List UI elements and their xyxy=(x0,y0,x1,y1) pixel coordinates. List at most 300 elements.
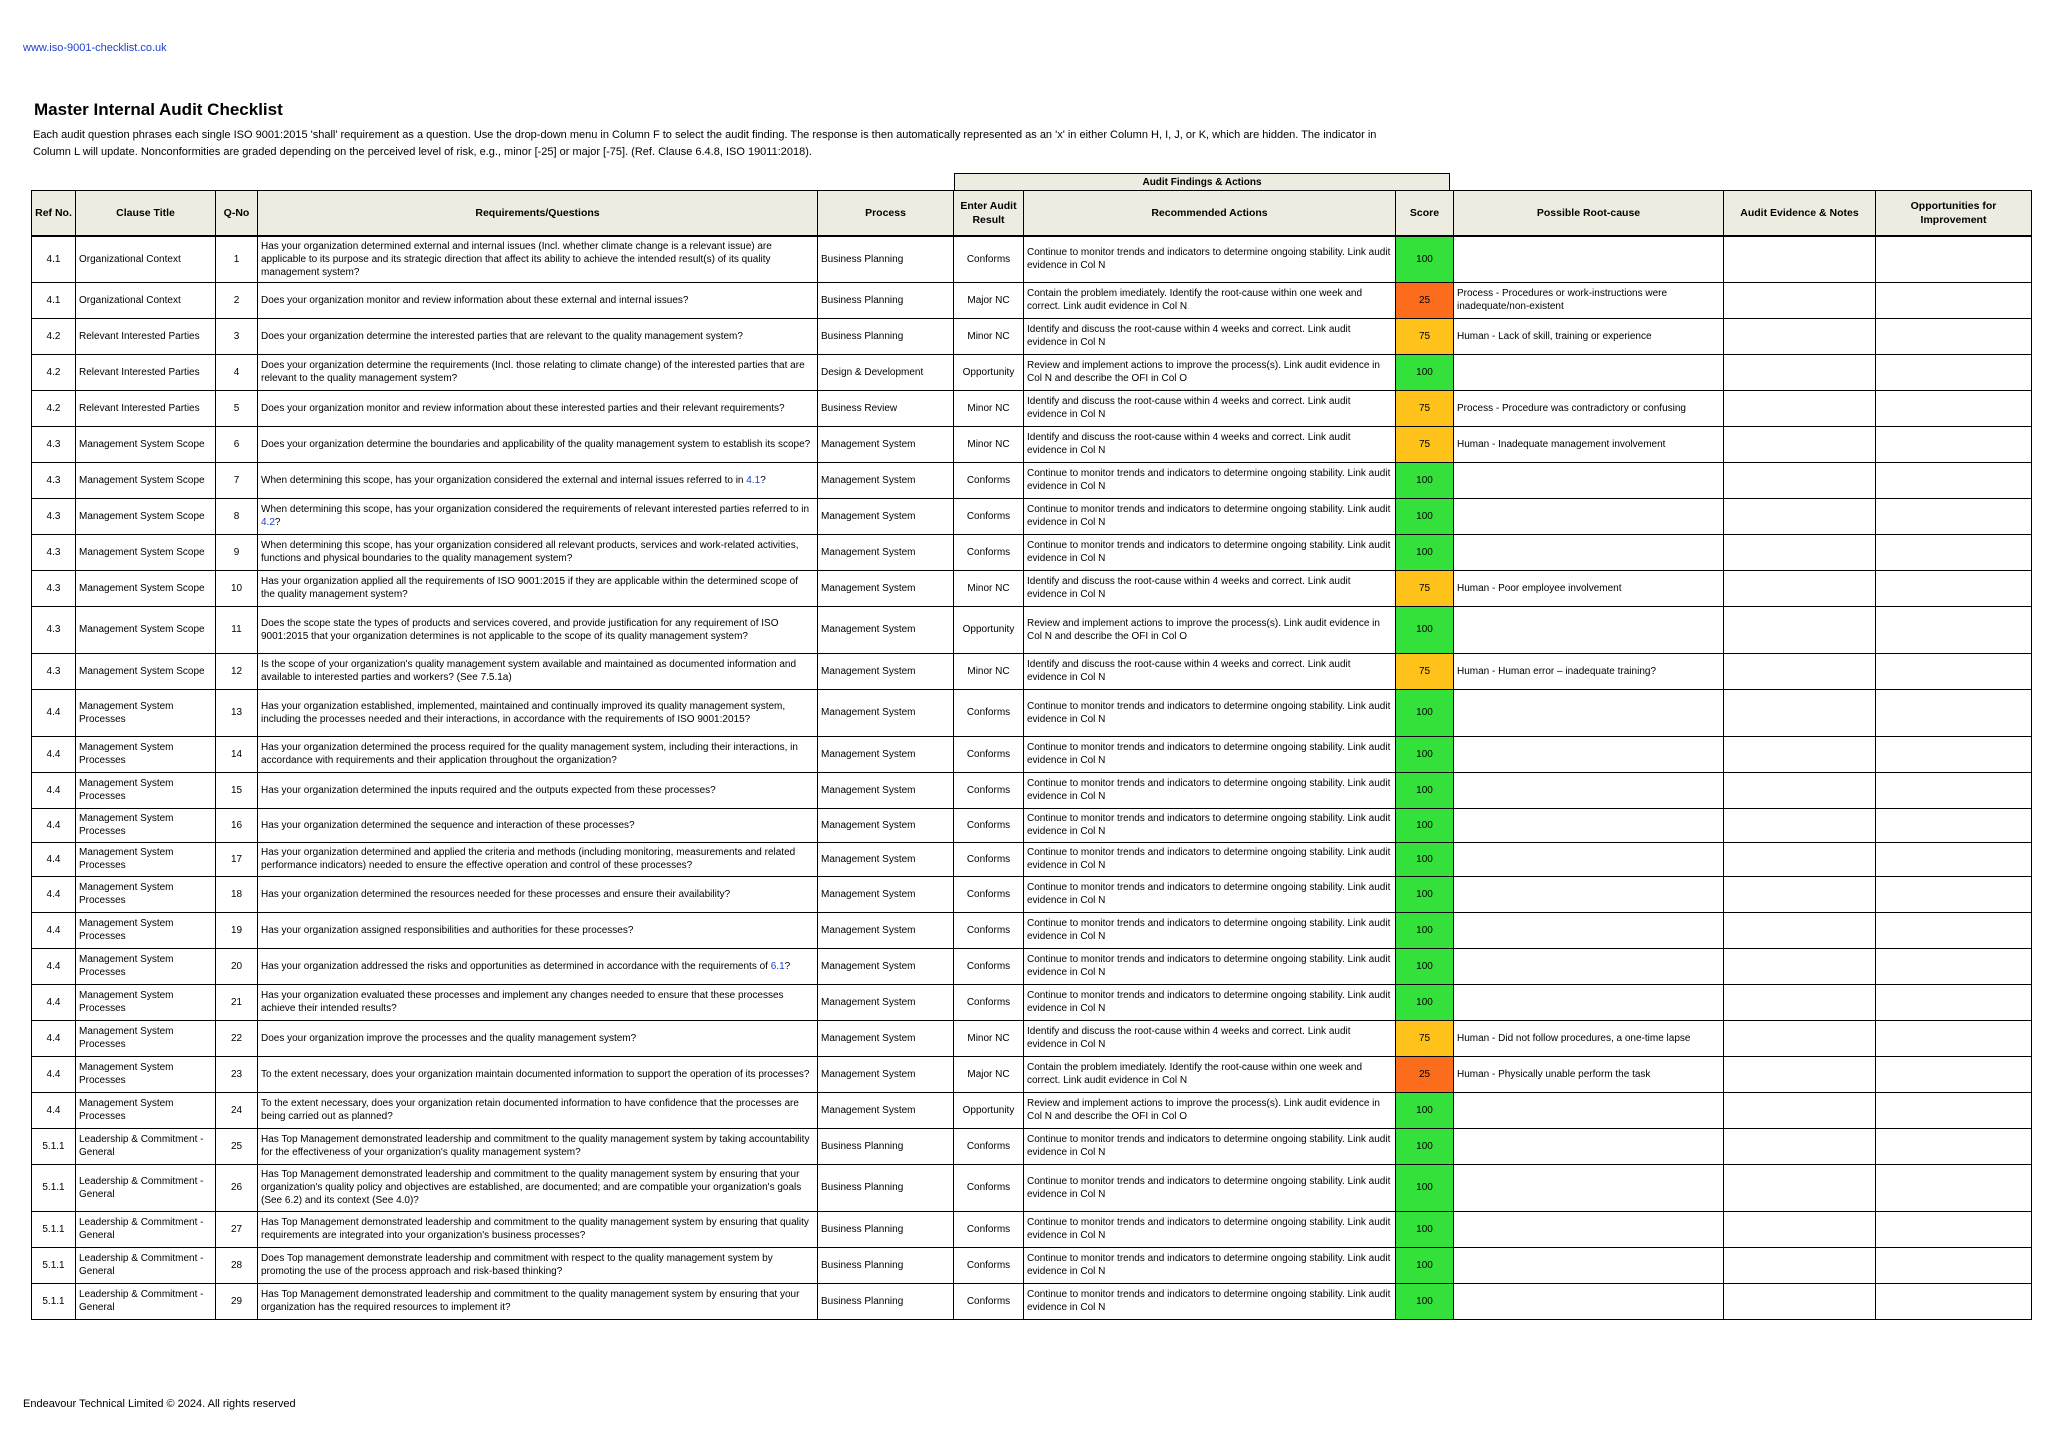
cell-ref-no: 4.4 xyxy=(32,689,76,736)
cell-score: 75 xyxy=(1396,318,1454,354)
question-text: Has your organization determined the inputs required and the outputs expected from these processes? xyxy=(261,784,716,796)
table-row xyxy=(32,426,2032,462)
cell-opportunities[interactable] xyxy=(1876,354,2032,390)
cell-opportunities[interactable] xyxy=(1876,1211,2032,1247)
cell-root-cause[interactable]: Human - Human error – inadequate training? xyxy=(1454,653,1724,689)
cell-evidence-notes[interactable] xyxy=(1724,1056,1876,1092)
cell-q-no: 3 xyxy=(216,318,258,354)
cell-clause-title: Management System Scope xyxy=(76,653,216,689)
cell-evidence-notes[interactable] xyxy=(1724,984,1876,1020)
cell-recommended-action: Continue to monitor trends and indicators to determine ongoing stability. Link audit evidence in Col N xyxy=(1024,736,1396,772)
cell-q-no: 20 xyxy=(216,948,258,984)
cell-opportunities[interactable] xyxy=(1876,282,2032,318)
cell-process: Management System xyxy=(818,948,954,984)
table-row xyxy=(32,689,2032,736)
question-text: Does your organization determine the requirements (Incl. those relating to climate change) of the interested parties that are relevant to the quality management system? xyxy=(261,360,805,384)
cell-evidence-notes[interactable] xyxy=(1724,653,1876,689)
cell-audit-result-dropdown[interactable]: Conforms xyxy=(954,842,1024,876)
table-row xyxy=(32,282,2032,318)
cell-q-no: 23 xyxy=(216,1056,258,1092)
cell-q-no: 22 xyxy=(216,1020,258,1056)
cell-opportunities[interactable] xyxy=(1876,772,2032,808)
cell-question xyxy=(258,1092,818,1128)
table-row xyxy=(32,842,2032,876)
cell-score: 100 xyxy=(1396,1164,1454,1211)
cell-question xyxy=(258,912,818,948)
table-row xyxy=(32,1128,2032,1164)
table-row xyxy=(32,1247,2032,1283)
cell-recommended-action: Review and implement actions to improve the process(s). Link audit evidence in Col N and describe the OFI in Col O xyxy=(1024,354,1396,390)
cell-question xyxy=(258,1283,818,1319)
cell-clause-title: Relevant Interested Parties xyxy=(76,318,216,354)
cell-ref-no: 4.3 xyxy=(32,462,76,498)
question-text: Is the scope of your organization's quality management system available and maintained as documented information and available to interested parties and workers? (See 7.5.1a) xyxy=(261,659,796,683)
page-title: Master Internal Audit Checklist xyxy=(34,100,283,119)
cell-evidence-notes[interactable] xyxy=(1724,236,1876,282)
cell-root-cause[interactable] xyxy=(1454,984,1724,1020)
cell-clause-title: Relevant Interested Parties xyxy=(76,354,216,390)
cell-evidence-notes[interactable] xyxy=(1724,689,1876,736)
cell-clause-title: Management System Processes xyxy=(76,876,216,912)
cell-audit-result-dropdown[interactable]: Conforms xyxy=(954,534,1024,570)
question-text: Has your organization established, implemented, maintained and continually improved its quality management system, including the processes needed and their interactions, in accordance with the requirements of ISO 9001:2015? xyxy=(261,700,786,725)
cell-score: 75 xyxy=(1396,426,1454,462)
cell-evidence-notes[interactable] xyxy=(1724,842,1876,876)
cell-opportunities[interactable] xyxy=(1876,1164,2032,1211)
cell-recommended-action: Continue to monitor trends and indicators to determine ongoing stability. Link audit evidence in Col N xyxy=(1024,876,1396,912)
cell-audit-result-dropdown[interactable]: Conforms xyxy=(954,236,1024,282)
question-text: Does Top management demonstrate leadership and commitment with respect to the quality management system by promoting the use of the process approach and risk-based thinking? xyxy=(261,1253,773,1277)
question-text: Has your organization determined and applied the criteria and methods (including monitoring, measurements and related performance indicators) needed to ensure the effective operation and control of these processes? xyxy=(261,847,796,871)
cell-opportunities[interactable] xyxy=(1876,1247,2032,1283)
cell-q-no: 21 xyxy=(216,984,258,1020)
cell-audit-result-dropdown[interactable]: Conforms xyxy=(954,1128,1024,1164)
cell-process: Management System xyxy=(818,1020,954,1056)
cell-root-cause[interactable] xyxy=(1454,689,1724,736)
cell-opportunities[interactable] xyxy=(1876,570,2032,606)
cell-question xyxy=(258,689,818,736)
col-opportunities: Opportunities for Improvement xyxy=(1876,191,2032,237)
cell-q-no: 25 xyxy=(216,1128,258,1164)
cell-evidence-notes[interactable] xyxy=(1724,570,1876,606)
cell-process: Business Planning xyxy=(818,1247,954,1283)
cell-q-no: 19 xyxy=(216,912,258,948)
cell-opportunities[interactable] xyxy=(1876,912,2032,948)
cell-audit-result-dropdown[interactable]: Conforms xyxy=(954,948,1024,984)
question-text: Has your organization evaluated these processes and implement any changes needed to ensure that these processes achieve their intended results? xyxy=(261,990,784,1014)
question-text: Does your organization monitor and review information about these external and internal issues? xyxy=(261,294,689,306)
cell-process: Management System xyxy=(818,606,954,653)
cell-root-cause[interactable] xyxy=(1454,842,1724,876)
cell-audit-result-dropdown[interactable]: Conforms xyxy=(954,772,1024,808)
cell-score: 75 xyxy=(1396,653,1454,689)
col-score: Score xyxy=(1396,191,1454,237)
cell-question xyxy=(258,390,818,426)
cell-q-no: 15 xyxy=(216,772,258,808)
cell-clause-title: Management System Processes xyxy=(76,842,216,876)
table-row xyxy=(32,534,2032,570)
cell-root-cause[interactable] xyxy=(1454,736,1724,772)
audit-checklist-table xyxy=(31,190,2032,1320)
cell-evidence-notes[interactable] xyxy=(1724,534,1876,570)
cell-process: Business Planning xyxy=(818,1211,954,1247)
cell-root-cause[interactable] xyxy=(1454,236,1724,282)
cell-question xyxy=(258,876,818,912)
cell-q-no: 24 xyxy=(216,1092,258,1128)
cell-opportunities[interactable] xyxy=(1876,236,2032,282)
cell-process: Management System xyxy=(818,498,954,534)
cell-question xyxy=(258,808,818,842)
cell-score: 100 xyxy=(1396,462,1454,498)
cell-question xyxy=(258,462,818,498)
cell-opportunities[interactable] xyxy=(1876,842,2032,876)
header-row xyxy=(32,191,2032,237)
cell-q-no: 29 xyxy=(216,1283,258,1319)
cell-clause-title: Management System Processes xyxy=(76,1020,216,1056)
cell-audit-result-dropdown[interactable]: Opportunity xyxy=(954,354,1024,390)
cell-q-no: 6 xyxy=(216,426,258,462)
cell-ref-no: 4.4 xyxy=(32,808,76,842)
cell-clause-title: Management System Processes xyxy=(76,984,216,1020)
cell-root-cause[interactable] xyxy=(1454,1092,1724,1128)
cell-ref-no: 4.1 xyxy=(32,236,76,282)
cell-opportunities[interactable] xyxy=(1876,1283,2032,1319)
cell-audit-result-dropdown[interactable]: Minor NC xyxy=(954,390,1024,426)
cell-opportunities[interactable] xyxy=(1876,498,2032,534)
question-text: Does the scope state the types of products and services covered, and provide justification for any requirement of ISO 9001:2015 that your organization determines is not applicable to the scope of its quality management system? xyxy=(261,617,779,642)
cell-process: Business Planning xyxy=(818,236,954,282)
cell-process: Business Planning xyxy=(818,282,954,318)
cell-audit-result-dropdown[interactable]: Conforms xyxy=(954,462,1024,498)
cell-audit-result-dropdown[interactable]: Opportunity xyxy=(954,1092,1024,1128)
question-text: Has Top Management demonstrated leadership and commitment to the quality management system by taking accountability for the effectiveness of your organization's quality management system? xyxy=(261,1134,810,1158)
cell-question xyxy=(258,570,818,606)
cell-opportunities[interactable] xyxy=(1876,534,2032,570)
cell-clause-title: Management System Scope xyxy=(76,462,216,498)
cell-ref-no: 4.4 xyxy=(32,842,76,876)
cell-audit-result-dropdown[interactable]: Conforms xyxy=(954,736,1024,772)
cell-audit-result-dropdown[interactable]: Minor NC xyxy=(954,318,1024,354)
cell-question xyxy=(258,318,818,354)
cell-process: Business Planning xyxy=(818,1164,954,1211)
cell-ref-no: 4.4 xyxy=(32,1092,76,1128)
cell-clause-title: Management System Scope xyxy=(76,570,216,606)
cell-clause-title: Management System Scope xyxy=(76,606,216,653)
cell-process: Business Review xyxy=(818,390,954,426)
question-text: Has your organization assigned responsibilities and authorities for these processes? xyxy=(261,924,634,936)
cell-evidence-notes[interactable] xyxy=(1724,1283,1876,1319)
clause-reference-link[interactable]: 4.2 xyxy=(261,517,275,528)
cell-question xyxy=(258,606,818,653)
table-row xyxy=(32,570,2032,606)
table-row xyxy=(32,606,2032,653)
cell-opportunities[interactable] xyxy=(1876,808,2032,842)
cell-score: 100 xyxy=(1396,1247,1454,1283)
cell-root-cause[interactable] xyxy=(1454,1283,1724,1319)
cell-score: 100 xyxy=(1396,498,1454,534)
question-text: Does your organization determine the interested parties that are relevant to the quality management system? xyxy=(261,330,743,342)
cell-ref-no: 4.3 xyxy=(32,498,76,534)
cell-opportunities[interactable] xyxy=(1876,318,2032,354)
cell-score: 100 xyxy=(1396,772,1454,808)
cell-opportunities[interactable] xyxy=(1876,462,2032,498)
cell-clause-title: Management System Processes xyxy=(76,772,216,808)
table-row xyxy=(32,462,2032,498)
cell-score: 100 xyxy=(1396,1283,1454,1319)
cell-process: Design & Development xyxy=(818,354,954,390)
cell-recommended-action: Continue to monitor trends and indicators to determine ongoing stability. Link audit evidence in Col N xyxy=(1024,534,1396,570)
cell-recommended-action: Identify and discuss the root-cause within 4 weeks and correct. Link audit evidence in Col N xyxy=(1024,1020,1396,1056)
cell-score: 100 xyxy=(1396,534,1454,570)
cell-score: 75 xyxy=(1396,1020,1454,1056)
cell-recommended-action: Continue to monitor trends and indicators to determine ongoing stability. Link audit evidence in Col N xyxy=(1024,948,1396,984)
cell-process: Management System xyxy=(818,426,954,462)
cell-ref-no: 4.2 xyxy=(32,318,76,354)
cell-audit-result-dropdown[interactable]: Major NC xyxy=(954,282,1024,318)
cell-evidence-notes[interactable] xyxy=(1724,912,1876,948)
cell-opportunities[interactable] xyxy=(1876,984,2032,1020)
cell-ref-no: 4.3 xyxy=(32,606,76,653)
cell-q-no: 4 xyxy=(216,354,258,390)
cell-root-cause[interactable]: Human - Poor employee involvement xyxy=(1454,570,1724,606)
cell-score: 100 xyxy=(1396,606,1454,653)
cell-q-no: 9 xyxy=(216,534,258,570)
cell-ref-no: 4.4 xyxy=(32,876,76,912)
question-text: Has your organization determined external and internal issues (Incl. whether climate change is a relevant issue) are applicable to its purpose and its strategic direction that affect its ability to achieve the intended result(s) of its quality management system? xyxy=(261,240,772,278)
cell-recommended-action: Continue to monitor trends and indicators to determine ongoing stability. Link audit evidence in Col N xyxy=(1024,842,1396,876)
cell-audit-result-dropdown[interactable]: Conforms xyxy=(954,876,1024,912)
cell-root-cause[interactable] xyxy=(1454,1211,1724,1247)
cell-evidence-notes[interactable] xyxy=(1724,1128,1876,1164)
cell-question xyxy=(258,282,818,318)
cell-opportunities[interactable] xyxy=(1876,689,2032,736)
cell-audit-result-dropdown[interactable]: Minor NC xyxy=(954,426,1024,462)
cell-recommended-action: Continue to monitor trends and indicators to determine ongoing stability. Link audit evidence in Col N xyxy=(1024,1211,1396,1247)
cell-q-no: 14 xyxy=(216,736,258,772)
cell-root-cause[interactable] xyxy=(1454,876,1724,912)
cell-evidence-notes[interactable] xyxy=(1724,948,1876,984)
cell-root-cause[interactable] xyxy=(1454,462,1724,498)
cell-root-cause[interactable]: Human - Lack of skill, training or experience xyxy=(1454,318,1724,354)
cell-root-cause[interactable]: Process - Procedure was contradictory or confusing xyxy=(1454,390,1724,426)
col-process: Process xyxy=(818,191,954,237)
cell-clause-title: Management System Processes xyxy=(76,689,216,736)
cell-opportunities[interactable] xyxy=(1876,1128,2032,1164)
cell-recommended-action: Continue to monitor trends and indicators to determine ongoing stability. Link audit evidence in Col N xyxy=(1024,689,1396,736)
cell-root-cause[interactable] xyxy=(1454,1247,1724,1283)
cell-audit-result-dropdown[interactable]: Conforms xyxy=(954,808,1024,842)
cell-evidence-notes[interactable] xyxy=(1724,1092,1876,1128)
cell-score: 100 xyxy=(1396,736,1454,772)
cell-recommended-action: Review and implement actions to improve the process(s). Link audit evidence in Col N and describe the OFI in Col O xyxy=(1024,1092,1396,1128)
cell-audit-result-dropdown[interactable]: Major NC xyxy=(954,1056,1024,1092)
cell-root-cause[interactable]: Human - Physically unable perform the task xyxy=(1454,1056,1724,1092)
cell-evidence-notes[interactable] xyxy=(1724,426,1876,462)
cell-ref-no: 4.4 xyxy=(32,736,76,772)
cell-process: Management System xyxy=(818,653,954,689)
table-row xyxy=(32,354,2032,390)
cell-evidence-notes[interactable] xyxy=(1724,462,1876,498)
cell-audit-result-dropdown[interactable]: Conforms xyxy=(954,984,1024,1020)
cell-score: 100 xyxy=(1396,1092,1454,1128)
cell-evidence-notes[interactable] xyxy=(1724,282,1876,318)
cell-recommended-action: Continue to monitor trends and indicators to determine ongoing stability. Link audit evidence in Col N xyxy=(1024,498,1396,534)
cell-opportunities[interactable] xyxy=(1876,948,2032,984)
cell-evidence-notes[interactable] xyxy=(1724,318,1876,354)
question-text: Does your organization determine the boundaries and applicability of the quality management system to establish its scope? xyxy=(261,438,811,450)
table-row xyxy=(32,1283,2032,1319)
cell-opportunities[interactable] xyxy=(1876,1056,2032,1092)
cell-recommended-action: Continue to monitor trends and indicators to determine ongoing stability. Link audit evidence in Col N xyxy=(1024,1283,1396,1319)
cell-audit-result-dropdown[interactable]: Conforms xyxy=(954,498,1024,534)
cell-audit-result-dropdown[interactable]: Minor NC xyxy=(954,570,1024,606)
cell-opportunities[interactable] xyxy=(1876,876,2032,912)
cell-process: Management System xyxy=(818,772,954,808)
clause-reference-link[interactable]: 4.1 xyxy=(746,474,761,486)
cell-q-no: 2 xyxy=(216,282,258,318)
cell-ref-no: 4.4 xyxy=(32,1056,76,1092)
cell-process: Management System xyxy=(818,984,954,1020)
cell-root-cause[interactable] xyxy=(1454,808,1724,842)
cell-question xyxy=(258,354,818,390)
cell-q-no: 16 xyxy=(216,808,258,842)
cell-clause-title: Management System Scope xyxy=(76,534,216,570)
col-recommended-actions: Recommended Actions xyxy=(1024,191,1396,237)
cell-q-no: 8 xyxy=(216,498,258,534)
cell-root-cause[interactable] xyxy=(1454,534,1724,570)
col-audit-result: Enter Audit Result xyxy=(954,191,1024,237)
cell-score: 25 xyxy=(1396,1056,1454,1092)
cell-recommended-action: Contain the problem imediately. Identify the root-cause within one week and correct. Link audit evidence in Col N xyxy=(1024,282,1396,318)
cell-root-cause[interactable] xyxy=(1454,354,1724,390)
cell-audit-result-dropdown[interactable]: Minor NC xyxy=(954,1020,1024,1056)
cell-opportunities[interactable] xyxy=(1876,736,2032,772)
cell-question xyxy=(258,1020,818,1056)
cell-evidence-notes[interactable] xyxy=(1724,354,1876,390)
website-link[interactable]: www.iso-9001-checklist.co.uk xyxy=(23,42,167,54)
cell-recommended-action: Review and implement actions to improve the process(s). Link audit evidence in Col N and describe the OFI in Col O xyxy=(1024,606,1396,653)
clause-reference-link[interactable]: 6.1 xyxy=(770,960,785,972)
cell-evidence-notes[interactable] xyxy=(1724,1020,1876,1056)
cell-score: 100 xyxy=(1396,808,1454,842)
cell-process: Management System xyxy=(818,808,954,842)
cell-evidence-notes[interactable] xyxy=(1724,876,1876,912)
cell-clause-title: Leadership & Commitment - General xyxy=(76,1211,216,1247)
cell-audit-result-dropdown[interactable]: Conforms xyxy=(954,1211,1024,1247)
cell-recommended-action: Continue to monitor trends and indicators to determine ongoing stability. Link audit evidence in Col N xyxy=(1024,1247,1396,1283)
cell-audit-result-dropdown[interactable]: Conforms xyxy=(954,1283,1024,1319)
cell-root-cause[interactable] xyxy=(1454,912,1724,948)
cell-ref-no: 4.3 xyxy=(32,426,76,462)
cell-question xyxy=(258,736,818,772)
question-text: Has your organization addressed the risks and opportunities as determined in accordance with the requirements of xyxy=(261,960,771,972)
cell-recommended-action: Identify and discuss the root-cause within 4 weeks and correct. Link audit evidence in Col N xyxy=(1024,570,1396,606)
cell-process: Management System xyxy=(818,1092,954,1128)
cell-ref-no: 5.1.1 xyxy=(32,1128,76,1164)
cell-recommended-action: Identify and discuss the root-cause within 4 weeks and correct. Link audit evidence in Col N xyxy=(1024,318,1396,354)
cell-root-cause[interactable] xyxy=(1454,498,1724,534)
cell-process: Management System xyxy=(818,842,954,876)
cell-clause-title: Management System Processes xyxy=(76,948,216,984)
cell-audit-result-dropdown[interactable]: Conforms xyxy=(954,1247,1024,1283)
cell-clause-title: Management System Scope xyxy=(76,426,216,462)
cell-evidence-notes[interactable] xyxy=(1724,736,1876,772)
cell-ref-no: 5.1.1 xyxy=(32,1211,76,1247)
cell-opportunities[interactable] xyxy=(1876,1020,2032,1056)
table-row xyxy=(32,318,2032,354)
cell-audit-result-dropdown[interactable]: Conforms xyxy=(954,1164,1024,1211)
intro-text: Each audit question phrases each single ISO 9001:2015 'shall' requirement as a question. Use the drop-down menu in Column F to select the audit finding. The response is then automatically represented as an 'x' in either Column H, I, J, or K, which are hidden. The indicator in Column L will update. Nonconformities are graded depending on the perceived level of risk, e.g., minor [-25] or major [-75]. (Ref. Clause 6.4.8, ISO 19011:2018). xyxy=(33,129,1377,158)
question-text: To the extent necessary, does your organization maintain documented information to support the operation of its processes? xyxy=(261,1068,810,1080)
cell-score: 100 xyxy=(1396,1128,1454,1164)
cell-opportunities[interactable] xyxy=(1876,426,2032,462)
cell-root-cause[interactable] xyxy=(1454,1128,1724,1164)
cell-clause-title: Relevant Interested Parties xyxy=(76,390,216,426)
cell-evidence-notes[interactable] xyxy=(1724,1247,1876,1283)
cell-recommended-action: Continue to monitor trends and indicators to determine ongoing stability. Link audit evidence in Col N xyxy=(1024,772,1396,808)
cell-opportunities[interactable] xyxy=(1876,390,2032,426)
cell-question xyxy=(258,842,818,876)
cell-recommended-action: Identify and discuss the root-cause within 4 weeks and correct. Link audit evidence in Col N xyxy=(1024,390,1396,426)
cell-evidence-notes[interactable] xyxy=(1724,1211,1876,1247)
cell-q-no: 28 xyxy=(216,1247,258,1283)
cell-ref-no: 4.3 xyxy=(32,534,76,570)
cell-recommended-action: Continue to monitor trends and indicators to determine ongoing stability. Link audit evidence in Col N xyxy=(1024,1164,1396,1211)
cell-opportunities[interactable] xyxy=(1876,653,2032,689)
col-requirements: Requirements/Questions xyxy=(258,191,818,237)
table-row xyxy=(32,984,2032,1020)
cell-question xyxy=(258,1128,818,1164)
cell-process: Business Planning xyxy=(818,1128,954,1164)
question-suffix: ? xyxy=(784,960,791,972)
cell-root-cause[interactable] xyxy=(1454,606,1724,653)
cell-ref-no: 5.1.1 xyxy=(32,1283,76,1319)
cell-evidence-notes[interactable] xyxy=(1724,498,1876,534)
cell-evidence-notes[interactable] xyxy=(1724,1164,1876,1211)
cell-root-cause[interactable]: Human - Inadequate management involvement xyxy=(1454,426,1724,462)
cell-q-no: 11 xyxy=(216,606,258,653)
cell-question xyxy=(258,426,818,462)
cell-evidence-notes[interactable] xyxy=(1724,606,1876,653)
footer-copyright: Endeavour Technical Limited © 2024. All rights reserved xyxy=(23,1398,296,1410)
cell-score: 100 xyxy=(1396,912,1454,948)
cell-evidence-notes[interactable] xyxy=(1724,808,1876,842)
cell-recommended-action: Continue to monitor trends and indicators to determine ongoing stability. Link audit evidence in Col N xyxy=(1024,912,1396,948)
cell-root-cause[interactable] xyxy=(1454,948,1724,984)
cell-audit-result-dropdown[interactable]: Minor NC xyxy=(954,653,1024,689)
cell-root-cause[interactable]: Human - Did not follow procedures, a one-time lapse xyxy=(1454,1020,1724,1056)
table-row xyxy=(32,876,2032,912)
cell-audit-result-dropdown[interactable]: Conforms xyxy=(954,689,1024,736)
table-row xyxy=(32,236,2032,282)
table-row xyxy=(32,1056,2032,1092)
cell-root-cause[interactable]: Process - Procedures or work-instructions were inadequate/non-existent xyxy=(1454,282,1724,318)
cell-evidence-notes[interactable] xyxy=(1724,390,1876,426)
cell-audit-result-dropdown[interactable]: Opportunity xyxy=(954,606,1024,653)
cell-score: 100 xyxy=(1396,236,1454,282)
cell-opportunities[interactable] xyxy=(1876,606,2032,653)
question-text: When determining this scope, has your organization considered the requirements of relevant interested parties referred to in xyxy=(261,504,810,515)
question-text: Has Top Management demonstrated leadership and commitment to the quality management system by ensuring that your organization's quality policy and objectives are established, are documented; and are compatible your organization's goals (See 6.2) and its context (See 4.0)? xyxy=(261,1169,802,1206)
table-row xyxy=(32,948,2032,984)
cell-audit-result-dropdown[interactable]: Conforms xyxy=(954,912,1024,948)
cell-opportunities[interactable] xyxy=(1876,1092,2032,1128)
cell-evidence-notes[interactable] xyxy=(1724,772,1876,808)
table-row xyxy=(32,1164,2032,1211)
cell-root-cause[interactable] xyxy=(1454,772,1724,808)
cell-score: 100 xyxy=(1396,842,1454,876)
cell-root-cause[interactable] xyxy=(1454,1164,1724,1211)
